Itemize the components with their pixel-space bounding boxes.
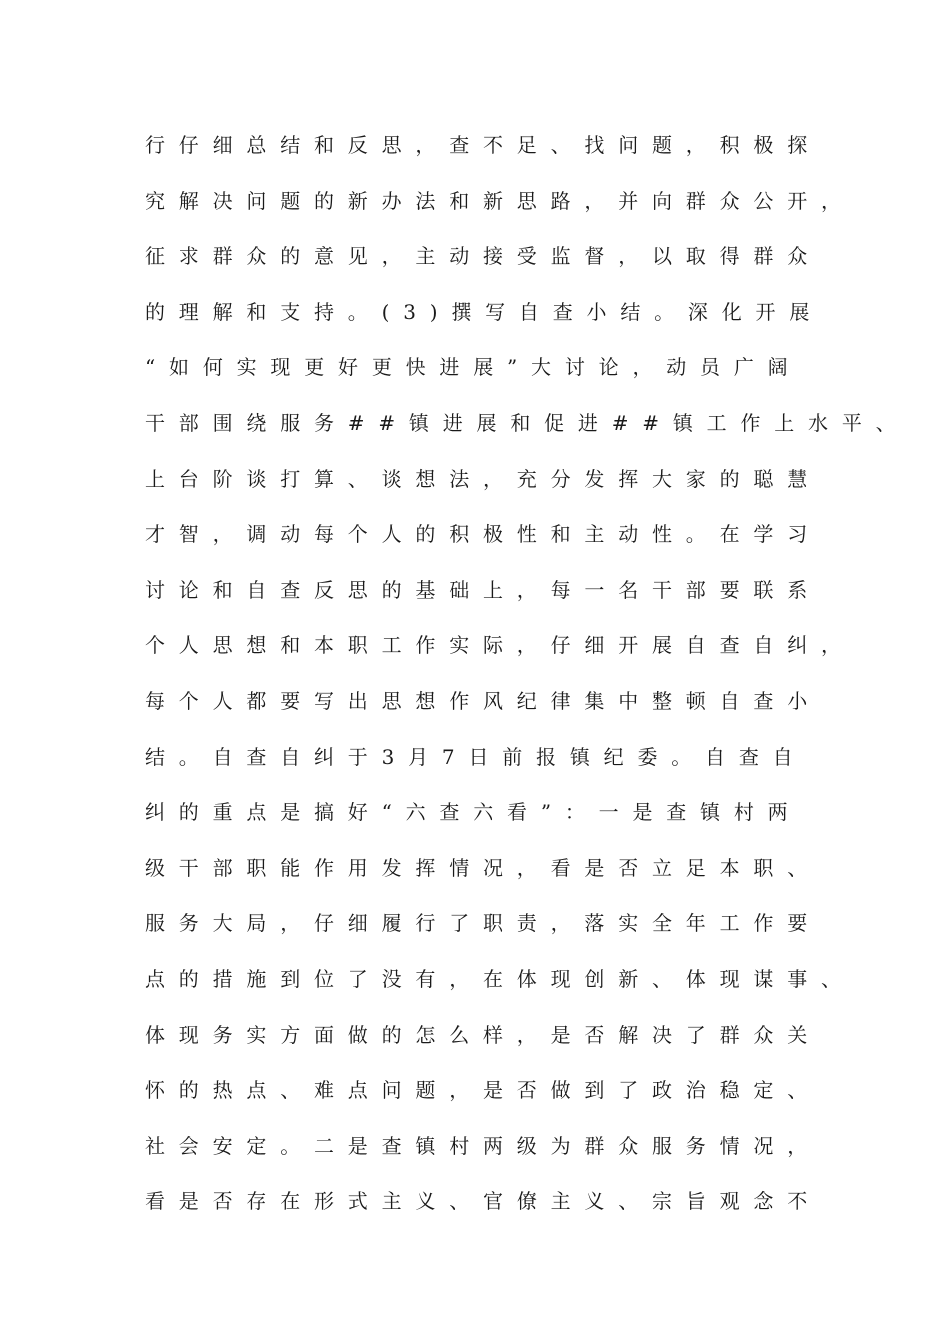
- text-line: 行仔细总结和反思，查不足、找问题，积极探: [145, 133, 821, 157]
- text-line: “如何实现更好更快进展”大讨论，动员广阔: [145, 355, 802, 380]
- text-line: 讨论和自查反思的基础上，每一名干部要联系: [145, 577, 821, 602]
- text-line: 的理解和支持。(3)撰写自查小结。深化开展: [145, 299, 824, 324]
- text-line: 级干部职能作用发挥情况，看是否立足本职、: [145, 855, 821, 880]
- text-line: 结。自查自纠于3月7日前报镇纪委。自查自: [145, 744, 807, 769]
- body-text: [145, 128, 910, 1240]
- text-line: 干部围绕服务##镇进展和促进##镇工作上水平、: [145, 410, 910, 435]
- text-line: 征求群众的意见，主动接受监督，以取得群众: [145, 244, 821, 269]
- text-line: 体现务实方面做的怎么样，是否解决了群众关: [145, 1022, 821, 1047]
- text-line: 个人思想和本职工作实际，仔细开展自查自纠，: [145, 633, 855, 658]
- text-line: 纠的重点是搞好“六查六看”：一是查镇村两: [145, 800, 802, 825]
- text-line: 看是否存在形式主义、官僚主义、宗旨观念不: [145, 1189, 821, 1214]
- text-line: 社会安定。二是查镇村两级为群众服务情况，: [145, 1133, 821, 1158]
- text-line: 服务大局，仔细履行了职责，落实全年工作要: [145, 911, 821, 936]
- text-line: 才智，调动每个人的积极性和主动性。在学习: [145, 522, 821, 547]
- text-line: 究解决问题的新办法和新思路，并向群众公开，: [145, 188, 855, 213]
- text-line: 点的措施到位了没有，在体现创新、体现谋事、: [145, 966, 855, 991]
- text-line: 上台阶谈打算、谈想法，充分发挥大家的聪慧: [145, 466, 821, 491]
- text-line: 怀的热点、难点问题，是否做到了政治稳定、: [145, 1078, 821, 1103]
- text-line: 每个人都要写出思想作风纪律集中整顿自查小: [145, 688, 821, 713]
